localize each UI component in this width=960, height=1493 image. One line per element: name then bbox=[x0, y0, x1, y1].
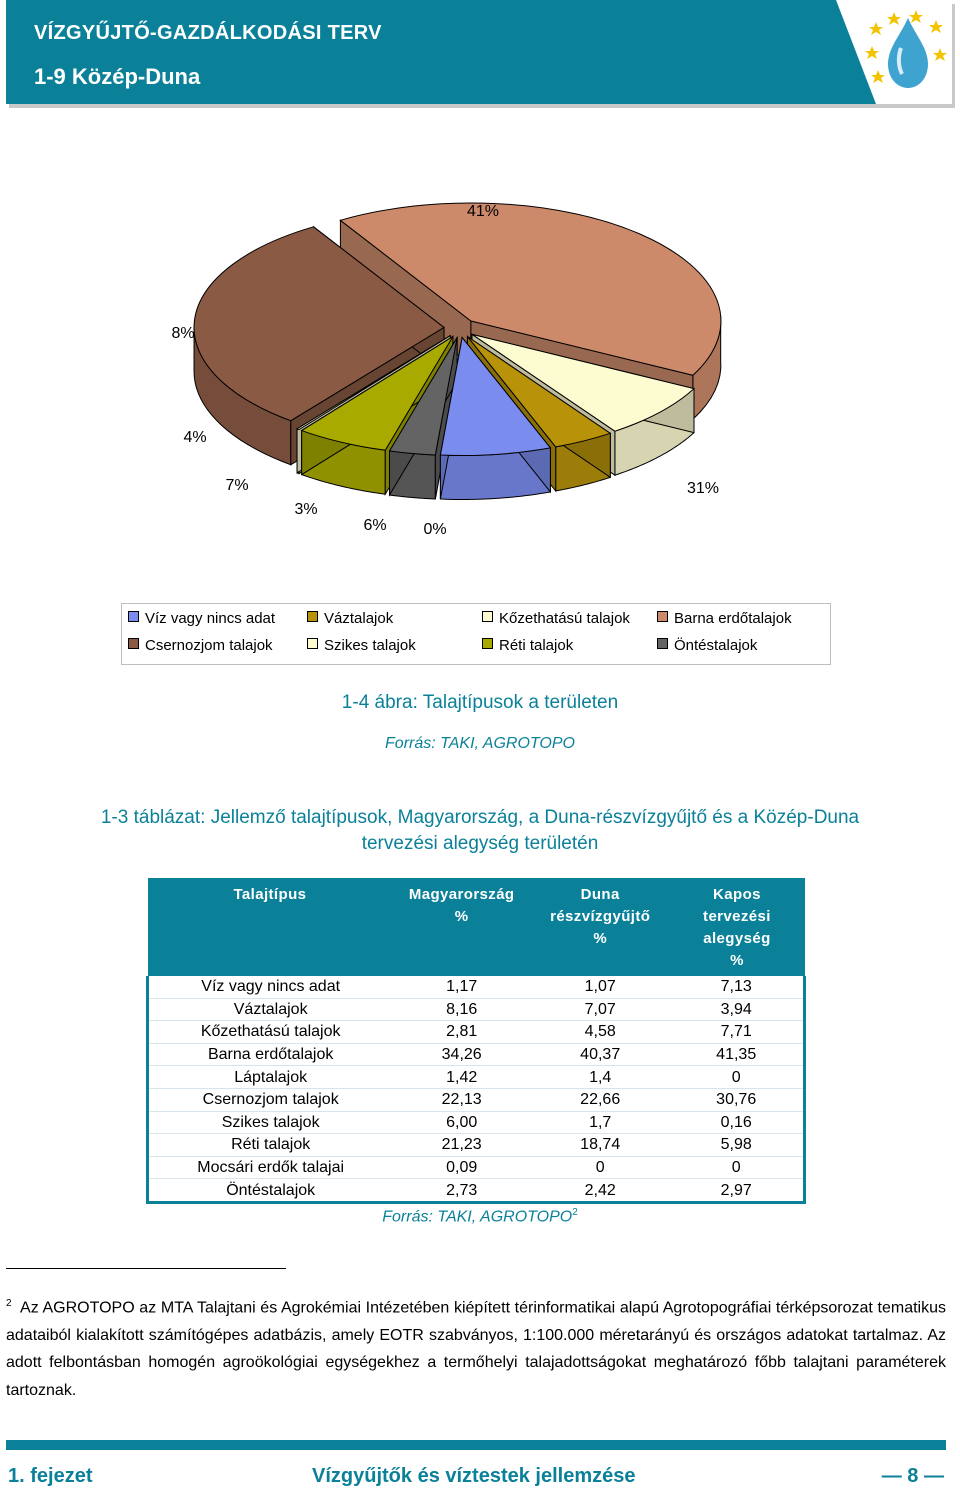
percent-cell: 7,07 bbox=[531, 998, 669, 1021]
table-row bbox=[148, 1021, 805, 1044]
legend-swatch-5 bbox=[307, 638, 318, 649]
percent-cell: 18,74 bbox=[531, 1134, 669, 1157]
footnote-mark: 2 bbox=[6, 1298, 12, 1309]
column-header: Talajtípus bbox=[148, 878, 393, 976]
percent-cell: 7,13 bbox=[669, 976, 804, 998]
percent-cell: 21,23 bbox=[392, 1134, 531, 1157]
footer-bar bbox=[6, 1440, 946, 1450]
table-row bbox=[148, 976, 805, 998]
footer-title: Vízgyűjtők és víztestek jellemzése bbox=[312, 1465, 636, 1487]
percent-cell: 2,97 bbox=[669, 1179, 804, 1203]
percent-cell: 3,94 bbox=[669, 998, 804, 1021]
column-header: Duna részvízgyűjtő % bbox=[531, 878, 669, 976]
table-row bbox=[148, 1088, 805, 1111]
soil-type-cell: Réti talajok bbox=[148, 1134, 393, 1157]
table-caption-line1: 1-3 táblázat: Jellemző talajtípusok, Magyarország, a Duna-részvízgyűjtő és a Közép-Duna bbox=[100, 807, 860, 828]
soil-type-cell: Öntéstalajok bbox=[148, 1179, 393, 1203]
legend-item: Váztalajok bbox=[307, 610, 393, 627]
percent-cell: 22,13 bbox=[392, 1088, 531, 1111]
soil-type-cell: Barna erdőtalajok bbox=[148, 1043, 393, 1066]
percent-cell: 5,98 bbox=[669, 1134, 804, 1157]
legend-item: Öntéstalajok bbox=[657, 637, 757, 654]
table-source: Forrás: TAKI, AGROTOPO$^2$ bbox=[382, 1207, 578, 1226]
percent-cell: 0,09 bbox=[392, 1156, 531, 1179]
percent-cell: 6,00 bbox=[392, 1111, 531, 1134]
column-header: Kapos tervezési alegység % bbox=[669, 878, 804, 976]
soil-type-cell: Váztalajok bbox=[148, 998, 393, 1021]
soil-type-cell: Csernozjom talajok bbox=[148, 1088, 393, 1111]
table-row bbox=[148, 1156, 805, 1179]
soil-type-cell: Szikes talajok bbox=[148, 1111, 393, 1134]
pie-label-4: 31% bbox=[686, 480, 720, 497]
footer-page-number: — 8 — bbox=[881, 1465, 944, 1487]
figure-caption: 1-4 ábra: Talajtípusok a területen bbox=[341, 692, 619, 713]
column-header: Magyarország % bbox=[392, 878, 531, 976]
soil-type-cell: Láptalajok bbox=[148, 1066, 393, 1089]
legend-swatch-7 bbox=[657, 638, 668, 649]
percent-cell: 1,4 bbox=[531, 1066, 669, 1089]
percent-cell: 0 bbox=[669, 1066, 804, 1089]
legend-item: Réti talajok bbox=[482, 637, 573, 654]
logo-icon bbox=[816, 0, 952, 104]
legend-swatch-0 bbox=[128, 611, 139, 622]
chart-legend bbox=[121, 603, 831, 665]
page-header bbox=[6, 0, 952, 104]
legend-swatch-1 bbox=[307, 611, 318, 622]
footnote bbox=[6, 1290, 946, 1404]
percent-cell: 2,81 bbox=[392, 1021, 531, 1044]
pie-label-5: 0% bbox=[423, 521, 447, 538]
pie-label-6: 6% bbox=[363, 517, 387, 534]
soil-type-cell: Kőzethatású talajok bbox=[148, 1021, 393, 1044]
table-row bbox=[148, 1134, 805, 1157]
pie-label-7: 3% bbox=[294, 501, 318, 518]
percent-cell: 0 bbox=[669, 1156, 804, 1179]
percent-cell: 1,42 bbox=[392, 1066, 531, 1089]
table-header-row bbox=[148, 878, 805, 976]
percent-cell: 41,35 bbox=[669, 1043, 804, 1066]
soil-type-cell: Mocsári erdők talajai bbox=[148, 1156, 393, 1179]
footnote-text: Az AGROTOPO az MTA Talajtani és Agrokémiai Intézetében kiépített térinformatikai alapú Agrotopográfiai térképsorozat tematikus adataiból kialakított számítógépes adatbázis, amely EOTR szabványos, 1:100.000 méretarányú és országos adatokat tartalmaz. Az adott felbontásban homogén agroökológiai egységekhez a termőhelyi talajadottságokat meghatározó főbb talajtani paraméterek tartoznak. bbox=[6, 1299, 946, 1399]
pie-label-1: 4% bbox=[183, 429, 207, 446]
percent-cell: 2,73 bbox=[392, 1179, 531, 1203]
percent-cell: 40,37 bbox=[531, 1043, 669, 1066]
percent-cell: 0,16 bbox=[669, 1111, 804, 1134]
soil-type-table bbox=[146, 878, 806, 1204]
percent-cell: 1,7 bbox=[531, 1111, 669, 1134]
table-caption bbox=[0, 805, 960, 857]
legend-swatch-6 bbox=[482, 638, 493, 649]
percent-cell: 7,71 bbox=[669, 1021, 804, 1044]
legend-item: Kőzethatású talajok bbox=[482, 610, 630, 627]
percent-cell: 22,66 bbox=[531, 1088, 669, 1111]
percent-cell: 4,58 bbox=[531, 1021, 669, 1044]
table-row bbox=[148, 1111, 805, 1134]
table-row bbox=[148, 1043, 805, 1066]
legend-item: Barna erdőtalajok bbox=[657, 610, 792, 627]
soil-type-cell: Víz vagy nincs adat bbox=[148, 976, 393, 998]
pie-label-2: 8% bbox=[171, 325, 195, 342]
soil-type-pie-chart bbox=[0, 180, 960, 600]
legend-item: Szikes talajok bbox=[307, 637, 416, 654]
table-body bbox=[148, 976, 805, 1202]
percent-cell: 1,17 bbox=[392, 976, 531, 998]
legend-swatch-2 bbox=[482, 611, 493, 622]
legend-swatch-4 bbox=[128, 638, 139, 649]
percent-cell: 8,16 bbox=[392, 998, 531, 1021]
footer-chapter: 1. fejezet bbox=[8, 1465, 93, 1487]
percent-cell: 1,07 bbox=[531, 976, 669, 998]
percent-cell: 0 bbox=[531, 1156, 669, 1179]
table-row bbox=[148, 1179, 805, 1203]
table-row bbox=[148, 998, 805, 1021]
legend-item: Víz vagy nincs adat bbox=[128, 610, 275, 627]
table-caption-line2: tervezési alegység területén bbox=[361, 833, 599, 854]
table-row bbox=[148, 1066, 805, 1089]
percent-cell: 34,26 bbox=[392, 1043, 531, 1066]
header-title: VÍZGYŰJTŐ-GAZDÁLKODÁSI TERV bbox=[34, 22, 382, 44]
pie-label-3: 41% bbox=[466, 203, 500, 220]
percent-cell: 2,42 bbox=[531, 1179, 669, 1203]
legend-swatch-3 bbox=[657, 611, 668, 622]
percent-cell: 30,76 bbox=[669, 1088, 804, 1111]
legend-item: Csernozjom talajok bbox=[128, 637, 273, 654]
pie-label-0: 7% bbox=[225, 477, 249, 494]
header-subtitle: 1-9 Közép-Duna bbox=[34, 64, 201, 89]
figure-source: Forrás: TAKI, AGROTOPO bbox=[385, 735, 575, 752]
footnote-divider bbox=[6, 1268, 286, 1269]
